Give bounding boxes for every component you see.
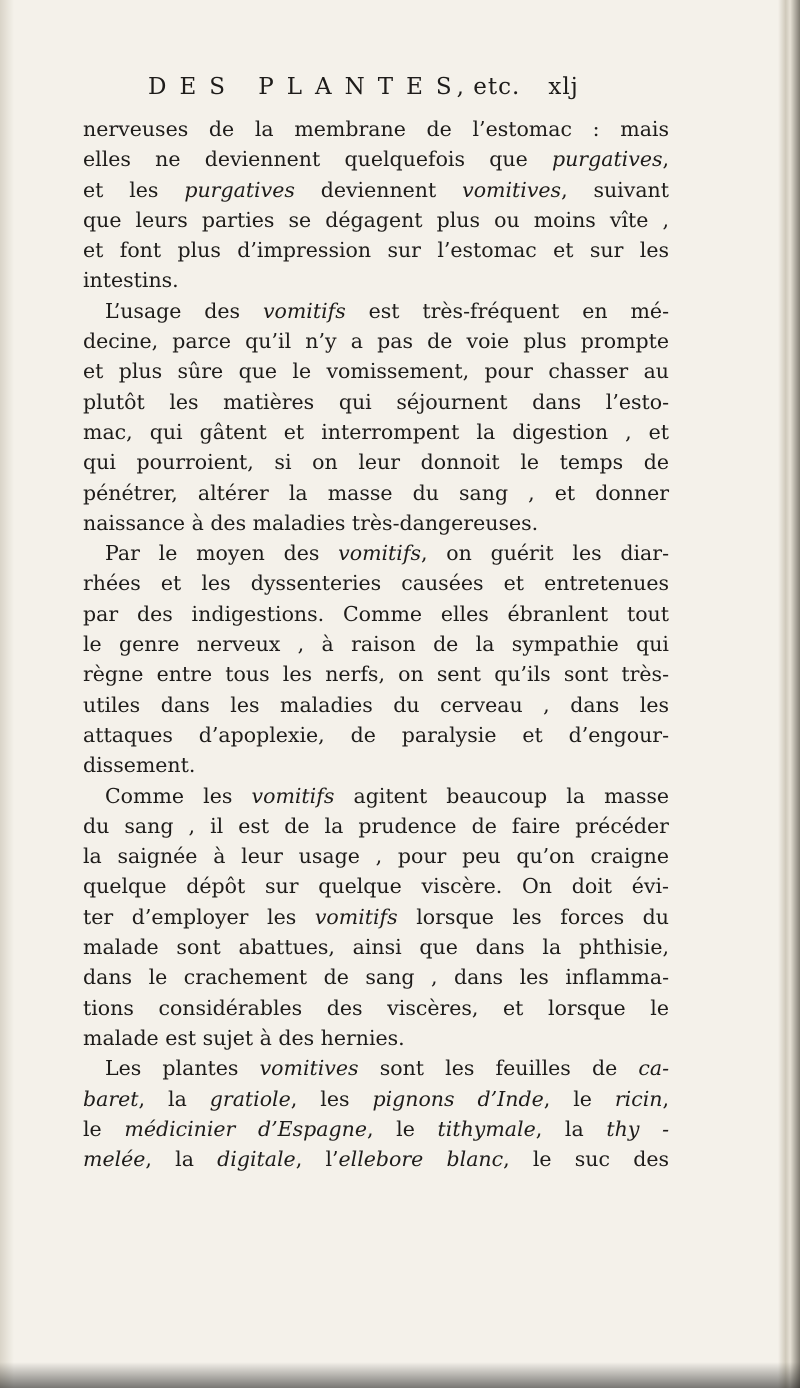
italic-term: vomitives <box>462 177 562 202</box>
italic-term: purgatives <box>551 147 663 172</box>
text-run: règne entre tous les nerfs, on sent qu’ils sont très- <box>83 662 669 687</box>
italic-term: vomitifs <box>314 904 398 929</box>
text-run: plutôt les matières qui séjournent dans l’esto- <box>83 389 669 414</box>
running-title: DES PLANTES <box>148 74 465 100</box>
text-run: rhées et les dyssenteries causées et entretenues <box>83 571 669 596</box>
text-line <box>83 932 669 962</box>
text-run: agitent beaucoup la masse <box>334 783 670 808</box>
text-run: intestins. <box>83 268 179 293</box>
text-run: est très-fréquent en mé- <box>345 298 669 323</box>
text-run: naissance à des maladies très-dangereuses. <box>83 510 539 535</box>
text-line <box>83 235 669 265</box>
text-line <box>83 114 669 144</box>
italic-term: thy - <box>606 1116 670 1141</box>
text-run: , l’ <box>295 1147 339 1172</box>
text-run: , les <box>290 1086 373 1111</box>
text-run: , le <box>543 1086 615 1111</box>
page-left-edge <box>0 0 14 1388</box>
text-run: Comme les <box>105 783 252 808</box>
text-run: dans le crachement de sang , dans les inflamma- <box>83 965 669 990</box>
text-run: ter d’employer les <box>83 904 315 929</box>
text-line <box>83 356 669 386</box>
text-run: decine, parce qu’il n’y a pas de voie plus prompte <box>83 329 669 354</box>
text-line <box>83 478 669 508</box>
text-run: attaques d’apoplexie, de paralysie et d’engour- <box>83 722 669 747</box>
text-line <box>83 265 669 295</box>
text-line <box>83 508 669 538</box>
text-line <box>83 659 669 689</box>
text-run: tions considérables des viscères, et lorsque le <box>83 995 669 1020</box>
page-number: xlj <box>548 74 579 100</box>
text-run: , suivant <box>561 177 669 202</box>
text-run: la saignée à leur usage , pour peu qu’on craigne <box>83 844 669 869</box>
text-line <box>83 326 669 356</box>
italic-term: vomitifs <box>262 298 346 323</box>
italic-term: vomitives <box>259 1056 359 1081</box>
text-run: deviennent <box>294 177 463 202</box>
text-line <box>83 175 669 205</box>
text-run: qui pourroient, si on leur donnoit le temps de <box>83 450 669 475</box>
text-line <box>83 599 669 629</box>
body-text <box>83 114 669 1174</box>
text-line <box>83 538 669 568</box>
text-line <box>83 144 669 174</box>
text-line <box>83 387 669 417</box>
text-line <box>83 1084 669 1114</box>
text-run: et les <box>83 177 185 202</box>
text-run: du sang , il est de la prudence de faire précéder <box>83 813 669 838</box>
text-run: , la <box>535 1116 607 1141</box>
italic-term: melée <box>83 1147 146 1172</box>
italic-term: baret <box>83 1086 139 1111</box>
text-run: quelque dépôt sur quelque viscère. On doit évi- <box>83 874 669 899</box>
text-line <box>83 447 669 477</box>
text-line <box>83 296 669 326</box>
text-run: le <box>83 1116 125 1141</box>
text-run: , le suc des <box>503 1147 669 1172</box>
text-run: que leurs parties se dégagent plus ou moins vîte , <box>83 207 669 232</box>
italic-term: ricin <box>614 1086 663 1111</box>
italic-term: ca- <box>638 1056 670 1081</box>
text-line <box>83 1114 669 1144</box>
page-right-edge <box>778 0 800 1388</box>
text-line <box>83 629 669 659</box>
text-line <box>83 1053 669 1083</box>
italic-term: ellebore blanc <box>338 1147 504 1172</box>
text-run: lorsque les forces du <box>397 904 669 929</box>
italic-term: médicinier d’Espagne <box>124 1116 367 1141</box>
text-line <box>83 205 669 235</box>
text-line <box>83 811 669 841</box>
text-run: , <box>662 147 669 172</box>
text-run: elles ne deviennent quelquefois que <box>83 147 552 172</box>
text-line <box>83 417 669 447</box>
italic-term: vomitifs <box>251 783 335 808</box>
italic-term: digitale <box>217 1147 296 1172</box>
text-run: et plus sûre que le vomissement, pour chasser au <box>83 359 669 384</box>
italic-term: pignons d’Inde <box>372 1086 544 1111</box>
page-header <box>148 72 668 100</box>
text-run: , le <box>366 1116 438 1141</box>
text-run: , la <box>145 1147 218 1172</box>
text-line <box>83 750 669 780</box>
text-run: le genre nerveux , à raison de la sympathie qui <box>83 632 669 657</box>
text-line <box>83 1144 669 1174</box>
text-run: Par le moyen des <box>105 541 339 566</box>
text-line <box>83 720 669 750</box>
text-line <box>83 962 669 992</box>
text-run: dissement. <box>83 753 196 778</box>
text-run: malade est sujet à des hernies. <box>83 1025 405 1050</box>
text-run: L’usage des <box>105 298 263 323</box>
text-line <box>83 568 669 598</box>
text-line <box>83 690 669 720</box>
text-line <box>83 993 669 1023</box>
text-line <box>83 871 669 901</box>
text-line <box>83 1023 669 1053</box>
page-bottom-shadow <box>0 1362 800 1388</box>
text-line <box>83 781 669 811</box>
text-run: mac, qui gâtent et interrompent la digestion , et <box>83 419 669 444</box>
text-line <box>83 841 669 871</box>
text-run: malade sont abattues, ainsi que dans la phthisie, <box>83 935 669 960</box>
text-run: , <box>662 1086 670 1111</box>
text-run: sont les feuilles de <box>358 1056 639 1081</box>
text-run: et font plus d’impression sur l’estomac et sur les <box>83 238 669 263</box>
italic-term: gratiole <box>209 1086 291 1111</box>
italic-term: vomitifs <box>338 541 421 566</box>
text-run: Les plantes <box>105 1056 260 1081</box>
text-run: pénétrer, altérer la masse du sang , et donner <box>83 480 669 505</box>
running-title-suffix: , etc. <box>456 74 521 100</box>
italic-term: tithymale <box>437 1116 536 1141</box>
text-run: nerveuses de la membrane de l’estomac : mais <box>83 117 669 141</box>
text-line <box>83 902 669 932</box>
text-run: , la <box>138 1086 210 1111</box>
text-run: par des indigestions. Comme elles ébranlent tout <box>83 601 669 626</box>
italic-term: purgatives <box>184 177 295 202</box>
text-run: utiles dans les maladies du cerveau , dans les <box>83 692 669 717</box>
text-run: , on guérit les diar- <box>420 541 669 566</box>
